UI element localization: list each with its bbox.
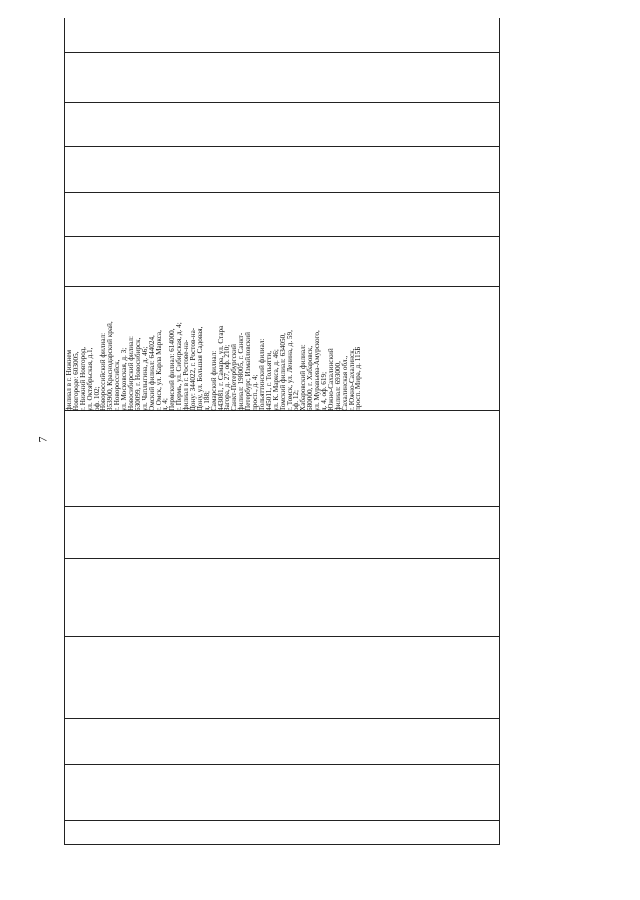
address-line: просп., д. 4;	[251, 374, 260, 411]
table-row	[65, 558, 499, 559]
table-row	[65, 146, 499, 147]
table-row	[65, 718, 499, 719]
address-line: Тольяттинский филиал:	[257, 338, 266, 411]
address-line: 680000, г. Хабаровск,	[306, 345, 315, 411]
page-number: 7	[35, 436, 50, 443]
address-line: Загора, д. 27, оф. 210;	[223, 344, 232, 411]
address-line: Петербург, Измайловский	[244, 332, 253, 411]
address-line: ул. К. Маркса, д. 46;	[271, 349, 280, 411]
address-line: Хабаровский филиал:	[299, 344, 308, 411]
table-row	[65, 636, 499, 637]
address-line: Самарский филиал:	[209, 350, 218, 411]
address-line: ул. Московская, д. 3;	[120, 347, 129, 411]
address-line: г. Новороссийск,	[113, 359, 122, 411]
address-line: Дону: 344022, г. Ростов-на-	[189, 327, 198, 411]
address-line: 445011, г. Тольятти,	[264, 350, 273, 411]
document-table	[64, 18, 500, 845]
address-line: филиал в г. Ростове-на-	[182, 339, 191, 411]
branch-addresses-text	[66, 261, 496, 411]
address-line: Новгороде: 603005,	[71, 351, 80, 411]
address-line: д. 4, оф. 619;	[319, 371, 328, 411]
address-line: Дону, ул. Большая Садовая,	[195, 326, 204, 411]
address-line: Южно-Сахалинский	[326, 348, 335, 411]
address-line: г. Омск, ул. Карла Маркса,	[154, 330, 163, 411]
address-line: Пермский филиал: 614000,	[168, 328, 177, 411]
table-row	[65, 236, 499, 237]
address-line: Омский филиал: 644024,	[147, 335, 156, 411]
address-line: 443081, г. Самара, ул. Стара	[216, 325, 225, 411]
address-line: 630099, г. Новосибирск,	[133, 337, 142, 411]
address-line: 353900, Краснодарский край,	[106, 321, 115, 411]
address-line: ул. Чаплыгина, д. 46;	[140, 346, 149, 411]
address-line: г. Томск, ул. Ленина, д. 59,	[285, 330, 294, 411]
address-line: ул. Октябрьская, д.1,	[85, 347, 94, 411]
address-line: Новосибирский филиал:	[127, 336, 136, 411]
address-line: оф. 102;	[92, 386, 101, 411]
address-line: Томский филиал: 634050,	[278, 333, 287, 411]
address-line: г. Пермь, ул. Сибирская, д. 4;	[175, 322, 184, 411]
address-line: г. Южно-Сахалинск,	[347, 348, 356, 411]
address-line: филиал: 198005, г. Санкт-	[237, 332, 246, 411]
address-line: филиал: 693000,	[333, 361, 342, 411]
address-line: ул. Муравьева-Амурского,	[313, 330, 322, 411]
table-row	[65, 820, 499, 821]
table-row	[65, 192, 499, 193]
table-row	[65, 764, 499, 765]
address-line: д. 4;	[161, 398, 170, 411]
address-line: оф. 12;	[292, 389, 301, 411]
address-line: Санкт-Петербургский	[230, 344, 239, 411]
address-line: г. Нижний Новгород,	[78, 346, 87, 411]
branch-addresses-cell	[66, 261, 496, 411]
table-row	[65, 506, 499, 507]
address-line: просп. Мира, д. 115Б	[354, 346, 363, 411]
address-line: Сахалинская обл.,	[340, 355, 349, 411]
table-row	[65, 52, 499, 53]
table-row	[65, 102, 499, 103]
address-line: Новороссийский филиал:	[99, 332, 108, 411]
address-line: д. 188;	[202, 390, 211, 411]
address-line: филиал в г. Нижнем	[65, 349, 73, 411]
